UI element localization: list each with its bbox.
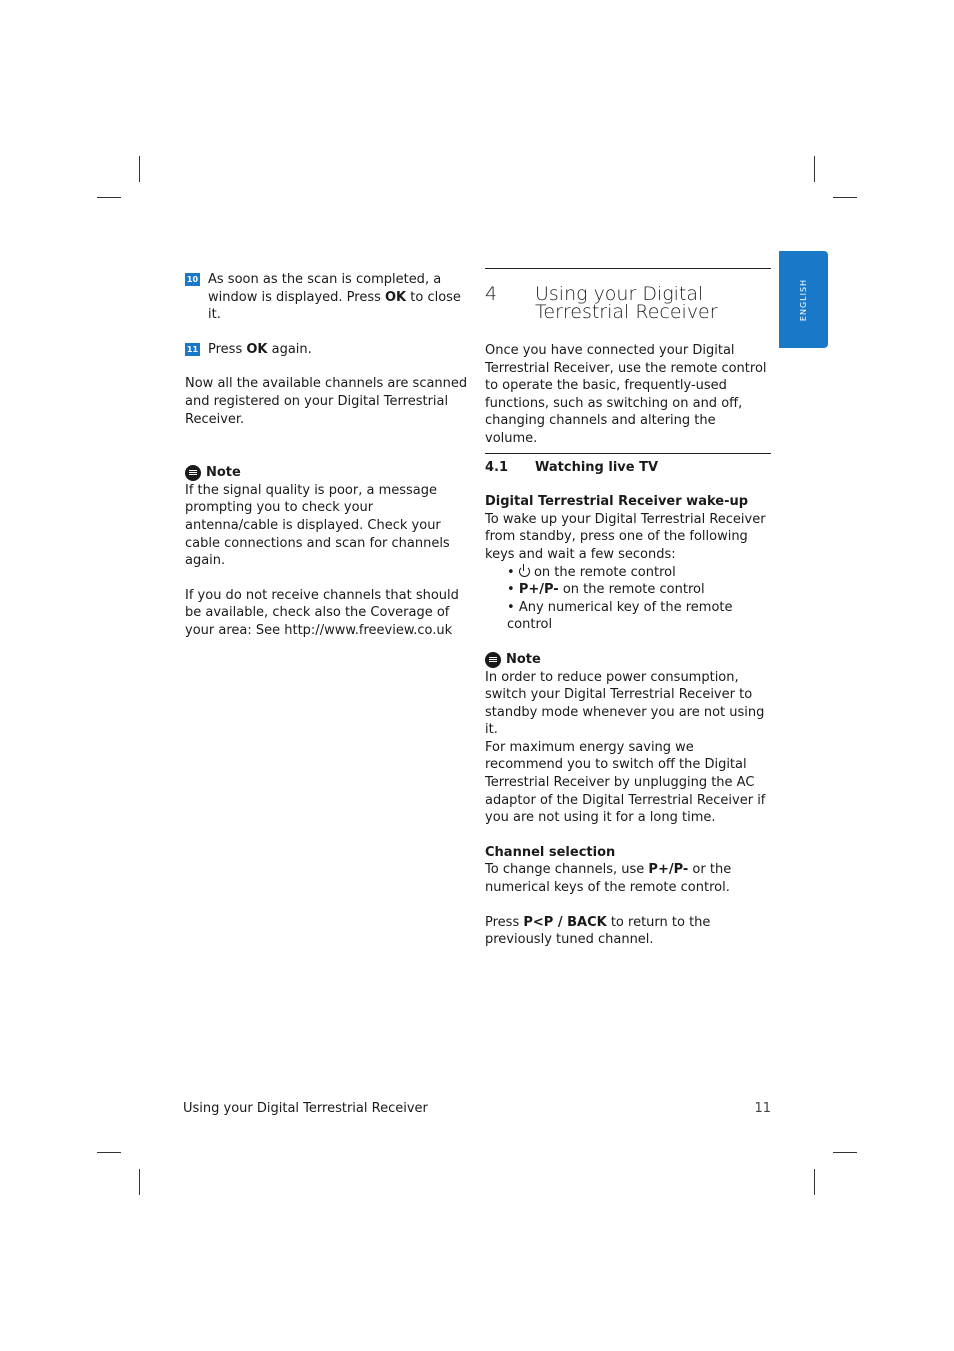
- note-icon: [485, 652, 501, 668]
- step-11: [185, 341, 470, 359]
- chapter-heading: [485, 285, 771, 321]
- step-number-badge: 10: [186, 275, 199, 284]
- chapter-title: Using your Digital Terrestrial Receiver: [535, 283, 718, 323]
- note-text-coverage: If you do not receive channels that should be available, check also the Coverage of your area: See http://www.freeview.co.uk: [185, 587, 459, 638]
- step-number-badge: 11: [186, 344, 199, 354]
- left-column: [185, 271, 470, 640]
- key-list: [485, 564, 771, 634]
- language-tab-label: ENGLISH: [798, 278, 808, 321]
- note-heading: [185, 464, 470, 482]
- back-text: Press P<P / BACK to return to the previously tuned channel.: [485, 914, 711, 948]
- section-title: Watching live TV: [535, 459, 659, 475]
- language-tab: [779, 251, 828, 348]
- step-10: [185, 271, 470, 324]
- footer-title: Using your Digital Terrestrial Receiver: [183, 1101, 428, 1116]
- section-rule: [485, 268, 771, 269]
- note-title: Note: [206, 465, 241, 481]
- key-list-item: • P+/P- on the remote control: [507, 581, 771, 599]
- section-rule: [485, 453, 771, 454]
- step-10-text: As soon as the scan is completed, a window is displayed. Press OK to close it.: [208, 272, 461, 323]
- channel-text: To change channels, use P+/P- or the numerical keys of the remote control.: [485, 862, 732, 896]
- crop-mark: [814, 1169, 815, 1195]
- scan-summary: Now all the available channels are scanned and registered on your Digital Terrestrial Receiver.: [185, 376, 468, 427]
- note-heading: [485, 651, 771, 669]
- key-list-item: • on the remote control: [507, 564, 771, 582]
- chapter-intro: Once you have connected your Digital Terrestrial Receiver, use the remote control to operate the basic, frequently-used functions, such as switching on and off, changing channels and altering the volume.: [485, 343, 767, 446]
- right-column: [485, 268, 771, 949]
- page-number: 11: [754, 1101, 771, 1116]
- crop-mark: [833, 1152, 857, 1153]
- wakeup-text: To wake up your Digital Terrestrial Receiver from standby, press one of the following keys and wait a few seconds:: [485, 511, 766, 562]
- key-list-item: • Any numerical key of the remote control: [507, 599, 771, 634]
- crop-mark: [97, 197, 121, 198]
- note-text: If the signal quality is poor, a message prompting you to check your antenna/cable is displayed. Check your cable connections and scan for channels again.: [185, 482, 450, 569]
- note-icon: [185, 465, 201, 481]
- channel-heading: Channel selection: [485, 844, 616, 860]
- crop-mark: [814, 156, 815, 182]
- step-11-text: Press OK again.: [208, 341, 312, 357]
- crop-mark: [139, 1169, 140, 1195]
- crop-mark: [833, 197, 857, 198]
- section-heading: [485, 459, 771, 477]
- note-title: Note: [506, 651, 541, 667]
- chapter-number: 4: [485, 283, 498, 305]
- note-text: In order to reduce power consumption, switch your Digital Terrestrial Receiver to standby mode whenever you are not using it.: [485, 669, 765, 738]
- crop-mark: [139, 156, 140, 182]
- wakeup-heading: Digital Terrestrial Receiver wake-up: [485, 494, 749, 510]
- section-number: 4.1: [485, 459, 509, 475]
- power-icon: [519, 566, 530, 577]
- note-text-energy: For maximum energy saving we recommend you to switch off the Digital Terrestrial Receiver by unplugging the AC adaptor of the Digital Terrestrial Receiver if you are not using it for a long time.: [485, 739, 766, 826]
- crop-mark: [97, 1152, 121, 1153]
